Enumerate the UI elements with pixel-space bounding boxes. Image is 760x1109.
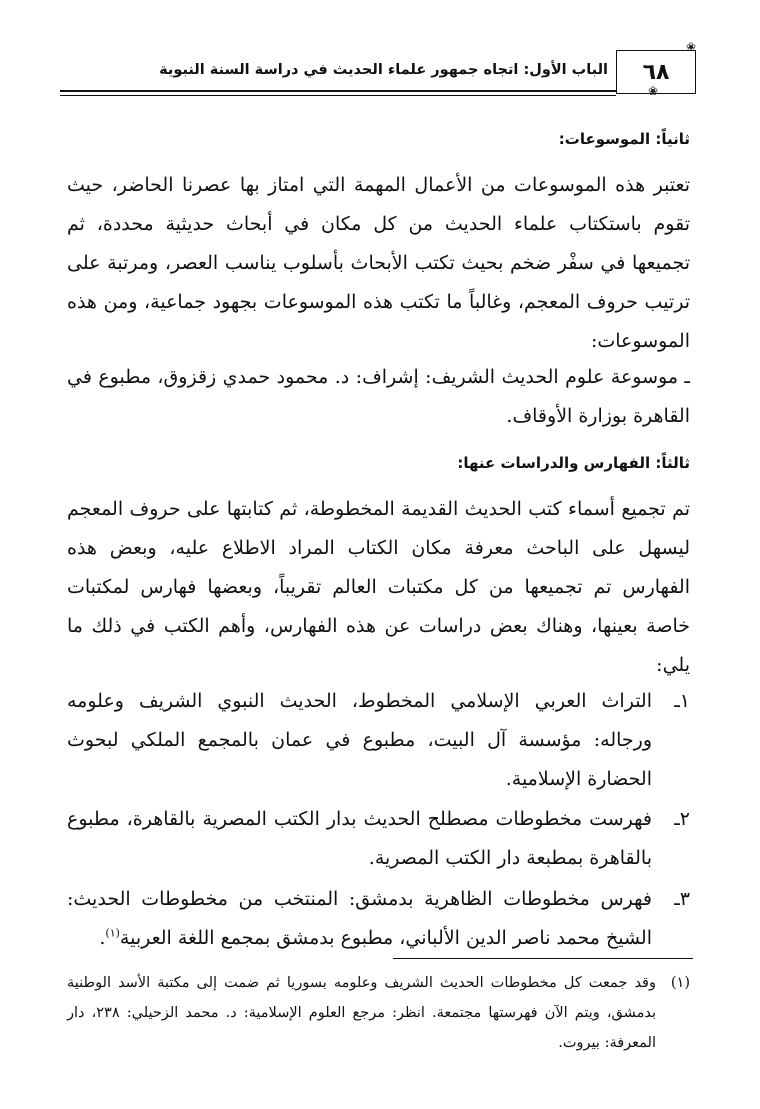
list-number: ٢ـ xyxy=(674,808,690,830)
footnote-text: وقد جمعت كل مخطوطات الحديث الشريف وعلومه بسوريا ثم ضمت إلى مكتبة الأسد الوطنية بدمشق، ويتم الآن فهرستها مجتمعة. انظر: مرجع العلوم الإسلامية: د. محمد الزحيلي: ٢٣٨، دار المعرفة: بيروت. xyxy=(67,975,657,1051)
header-rule xyxy=(60,90,616,92)
encyclopedia-item: ـ موسوعة علوم الحديث الشريف: إشراف: د. محمود حمدي زقزوق، مطبوع في القاهرة بوزارة الأوقاف. xyxy=(67,366,690,427)
running-title: الباب الأول: اتجاه جمهور علماء الحديث في دراسة السنة النبوية xyxy=(159,62,608,78)
list-text: التراث العربي الإسلامي المخطوط، الحديث النبوي الشريف وعلومه ورجاله: مؤسسة آل البيت، مطبوع في عمان بالمجمع الملكي لبحوث الحضارة الإسلامية. xyxy=(67,690,652,790)
list-text-body: فهرس مخطوطات الظاهرية بدمشق: المنتخب من مخطوطات الحديث: الشيخ محمد ناصر الدين الألباني، مطبوع بدمشق بمجمع اللغة العربية xyxy=(67,888,652,949)
footnote-reference[interactable]: (١) xyxy=(105,926,120,940)
paragraph-encyclopedias: تعتبر هذه الموسوعات من الأعمال المهمة التي امتاز بها عصرنا الحاضر، حيث تقوم باستكتاب علماء الحديث من كل مكان في أبحاث حديثية محددة، ثم تجميعها في سفْر ضخم بحيث تكتب الأبحاث بأسلوب يناسب العصر، ومرتبة على ترتيب حروف المعجم، وغالباً ما تكتب هذه الموسوعات بجهود جماعية، ومن هذه الموسوعات: xyxy=(67,174,690,352)
footnote-separator xyxy=(393,958,693,959)
page-number: ٦٨ xyxy=(642,59,670,85)
page-header xyxy=(60,40,710,98)
section-heading-indexes: ثالثاً: الفهارس والدراسات عنها: xyxy=(457,454,690,472)
list-number: ٣ـ xyxy=(674,888,690,910)
list-text xyxy=(67,880,652,958)
section-heading-encyclopedias: ثانياً: الموسوعات: xyxy=(558,130,690,148)
list-text-end: . xyxy=(99,927,106,949)
paragraph-indexes: تم تجميع أسماء كتب الحديث القديمة المخطوطة، ثم كتابتها على حروف المعجم ليسهل على الباحث معرفة مكان الكتاب المراد الاطلاع عليه، وبعض هذه الفهارس تم تجميعها من كل مكتبات العالم تقريباً، وبعضها فهارس لمكتبات خاصة بعينها، وهناك بعض دراسات عن هذه الفهارس، وأهم الكتب في ذلك ما يلي: xyxy=(67,498,690,676)
list-text: فهرست مخطوطات مصطلح الحديث بدار الكتب المصرية بالقاهرة، مطبوع بالقاهرة بمطبعة دار الكتب المصرية. xyxy=(67,808,652,869)
floral-ornament-icon: ❀ xyxy=(648,84,659,98)
footnote-number: (١) xyxy=(670,975,690,991)
header-rule-thin xyxy=(60,95,616,96)
list-number: ١ـ xyxy=(674,690,690,712)
floral-ornament-icon: ❀ xyxy=(686,40,697,54)
